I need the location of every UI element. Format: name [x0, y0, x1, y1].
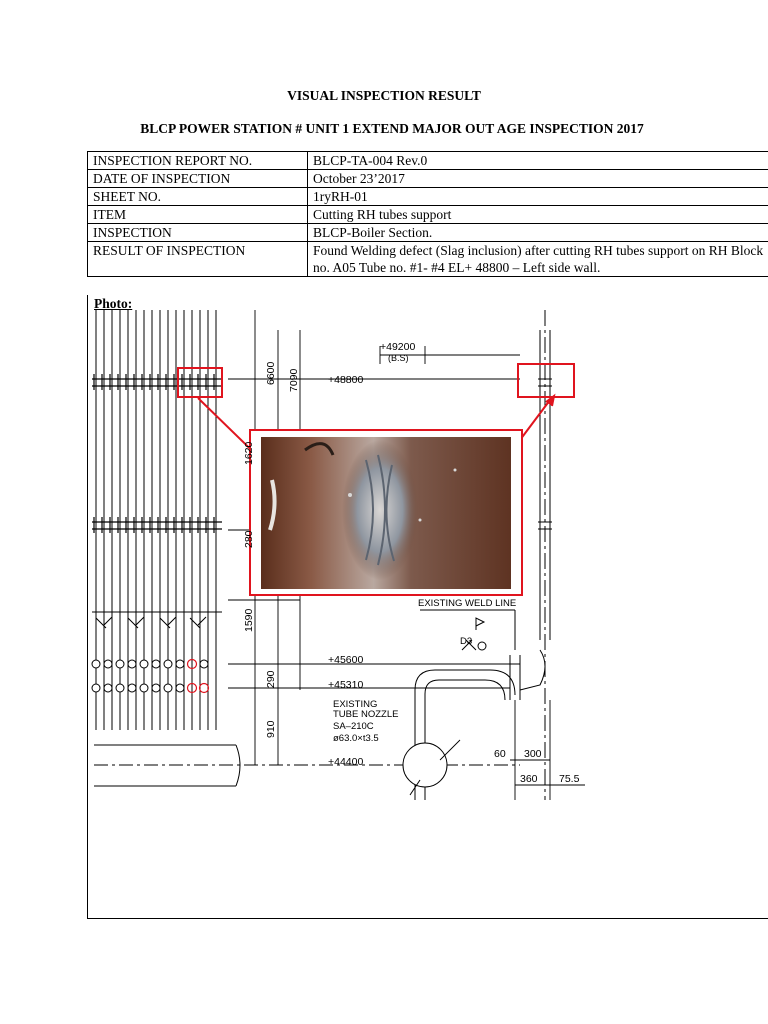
label-dim-1620: 1620: [243, 441, 255, 465]
label-weld-line: EXISTING WELD LINE: [418, 598, 517, 609]
label-nozzle-line3: SA–210C: [333, 721, 374, 732]
photo-label: Photo:: [94, 296, 133, 311]
label-dim-7090: 7090: [288, 368, 300, 392]
row-value: Cutting RH tubes support: [308, 206, 768, 224]
row-label: DATE OF INSPECTION: [88, 170, 308, 188]
label-nozzle-line4: ø63.0×t3.5: [333, 733, 379, 744]
report-title: VISUAL INSPECTION RESULT: [287, 88, 481, 103]
header-pipe: [94, 745, 520, 786]
label-dim-75-5: 75.5: [559, 773, 580, 785]
label-el-45600: +45600: [328, 654, 364, 666]
inspection-photo: [250, 430, 522, 595]
label-dim-1590: 1590: [243, 608, 255, 632]
row-label: ITEM: [88, 206, 308, 224]
label-dim-60: 60: [494, 748, 506, 760]
label-dim-290: 290: [265, 670, 277, 688]
label-dim-6600: 6600: [265, 361, 277, 385]
label-dim-910: 910: [265, 720, 277, 738]
report-subtitle: BLCP POWER STATION # UNIT 1 EXTEND MAJOR OUT AGE INSPECTION 2017: [140, 121, 644, 136]
row-label: RESULT OF INSPECTION: [88, 242, 308, 277]
row-value: 1ryRH-01: [308, 188, 768, 206]
tube-ends: [92, 660, 208, 692]
label-dim-300: 300: [524, 748, 542, 760]
row-label: INSPECTION REPORT NO.: [88, 152, 308, 170]
pipe-routing: [403, 610, 545, 800]
label-d3: D3: [460, 636, 473, 647]
row-label: SHEET NO.: [88, 188, 308, 206]
label-dim-360: 360: [520, 773, 538, 785]
bottom-dimensions: [440, 700, 585, 800]
label-el-44400: +44400: [328, 756, 364, 768]
label-el-45310: +45310: [328, 679, 364, 691]
label-nozzle-line1: EXISTING: [333, 699, 378, 710]
label-bs: (B.S): [388, 353, 409, 363]
row-value: October 23’2017: [308, 170, 768, 188]
row-value: BLCP-TA-004 Rev.0: [308, 152, 768, 170]
row-label: INSPECTION: [88, 224, 308, 242]
label-dim-280: 280: [243, 530, 255, 548]
label-nozzle-line2: TUBE NOZZLE: [333, 709, 399, 720]
row-value: BLCP-Boiler Section.: [308, 224, 768, 242]
label-el-49200: +49200: [380, 341, 416, 353]
row-value: Found Welding defect (Slag inclusion) after cutting RH tubes support on RH Block no. A05 Tube no. #1- #4 EL+ 48800 – Left side wall.: [308, 242, 768, 277]
label-el-48800: +48800: [328, 374, 364, 386]
